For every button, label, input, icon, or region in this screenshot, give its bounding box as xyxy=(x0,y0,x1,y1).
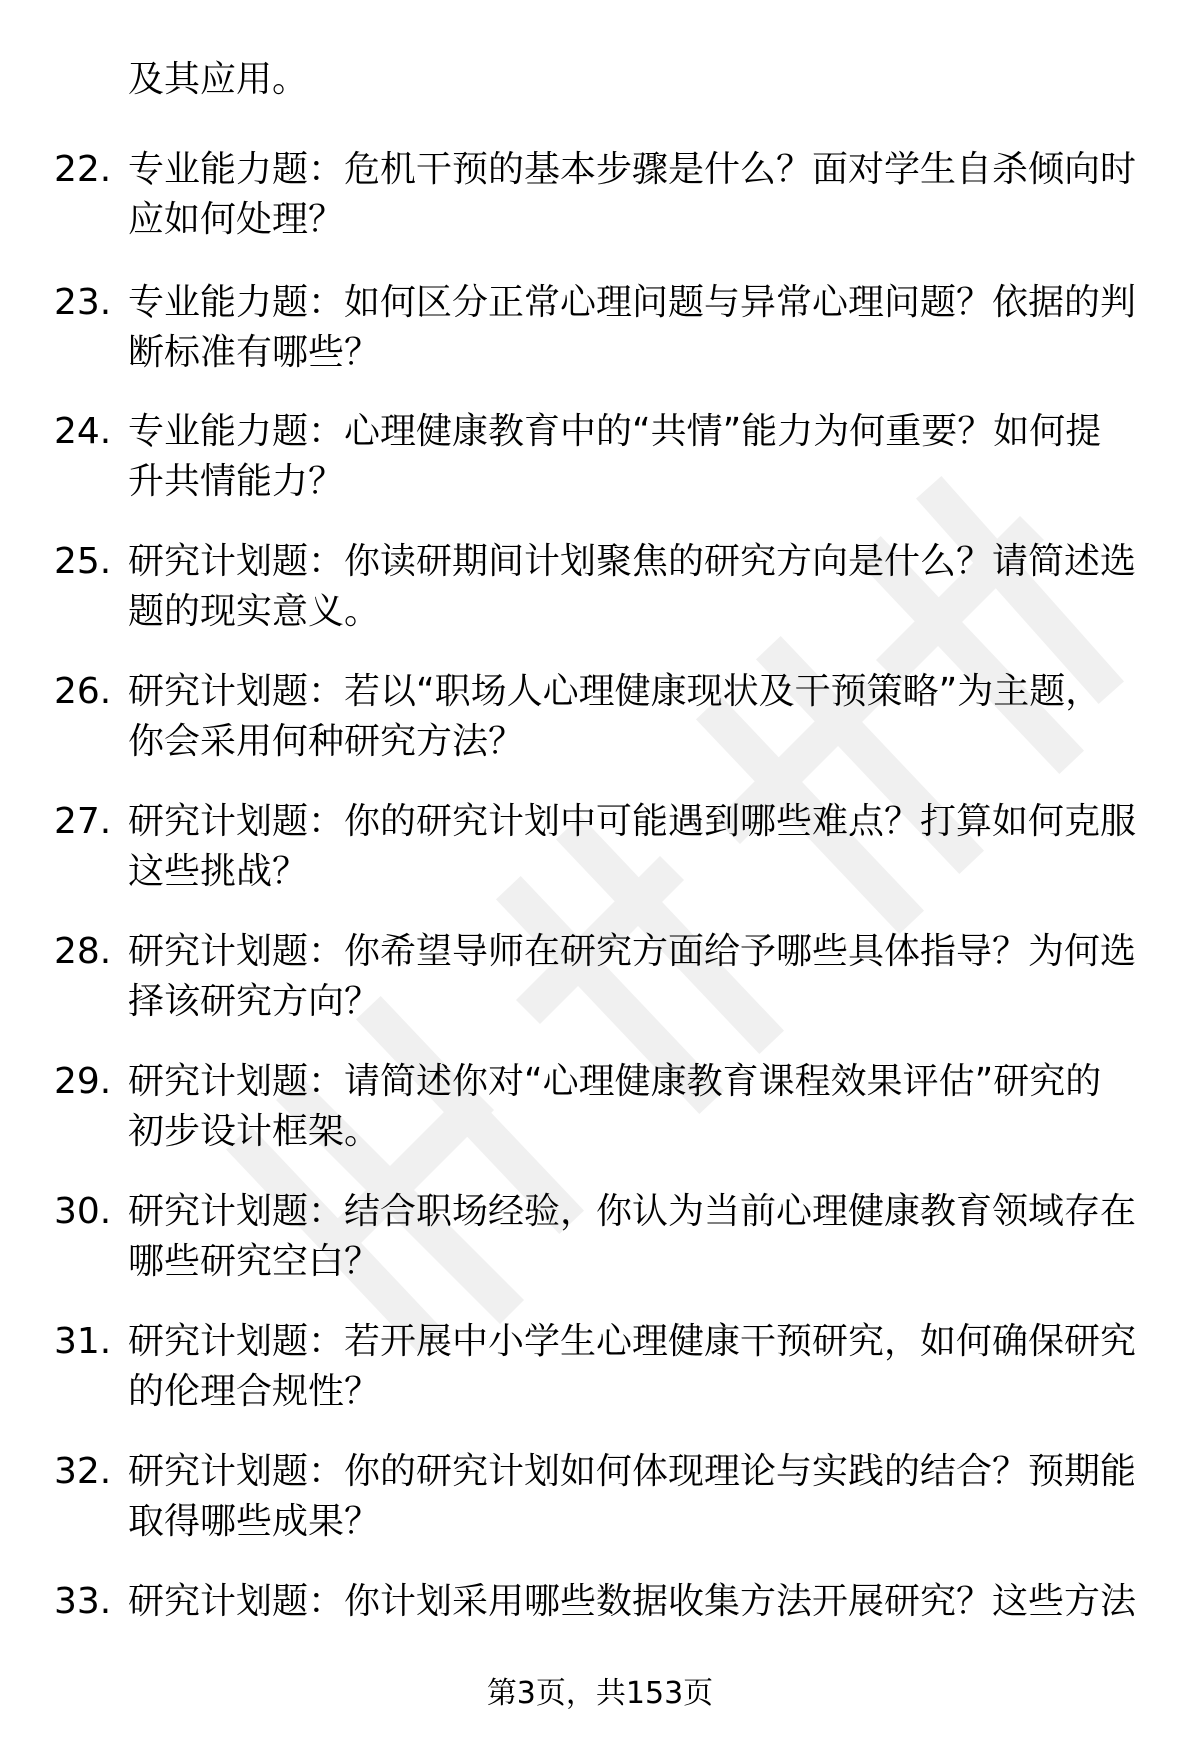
item-number: 22. xyxy=(54,149,112,190)
item-text-line: 升共情能力？ xyxy=(128,461,345,502)
item-text-line: 择该研究方向？ xyxy=(128,981,381,1022)
item-number: 24. xyxy=(54,411,112,452)
item-text-line: 研究计划题：你的研究计划中可能遇到哪些难点？打算如何克服 xyxy=(128,801,1137,842)
item-text-line: 及其应用。 xyxy=(128,59,309,100)
item-number: 33. xyxy=(54,1581,112,1622)
item-number: 28. xyxy=(54,931,112,972)
item-text-line: 研究计划题：请简述你对“心理健康教育课程效果评估”研究的 xyxy=(128,1061,1102,1102)
item-text-line: 初步设计框架。 xyxy=(128,1111,381,1152)
item-number: 25. xyxy=(54,541,112,582)
item-number: 29. xyxy=(54,1061,112,1102)
item-text-line: 专业能力题：危机干预的基本步骤是什么？面对学生自杀倾向时 xyxy=(128,149,1137,190)
item-number: 23. xyxy=(54,282,112,323)
item-text-line: 专业能力题：心理健康教育中的“共情”能力为何重要？如何提 xyxy=(128,411,1102,452)
item-text-line: 研究计划题：你读研期间计划聚焦的研究方向是什么？请简述选 xyxy=(128,541,1137,582)
item-number: 26. xyxy=(54,671,112,712)
item-text-line: 研究计划题：结合职场经验，你认为当前心理健康教育领域存在 xyxy=(128,1191,1137,1232)
item-text-line: 研究计划题：你希望导师在研究方面给予哪些具体指导？为何选 xyxy=(128,931,1137,972)
item-number: 31. xyxy=(54,1321,112,1362)
item-number: 27. xyxy=(54,801,112,842)
item-text-line: 研究计划题：若开展中小学生心理健康干预研究，如何确保研究 xyxy=(128,1321,1137,1362)
page-footer: 第3页，共153页 xyxy=(486,1676,714,1711)
item-text-line: 研究计划题：你计划采用哪些数据收集方法开展研究？这些方法 xyxy=(128,1581,1137,1622)
item-text-line: 研究计划题：你的研究计划如何体现理论与实践的结合？预期能 xyxy=(128,1451,1137,1492)
item-text-line: 你会采用何种研究方法？ xyxy=(128,721,525,762)
item-text-line: 断标准有哪些？ xyxy=(128,332,381,373)
item-text-line: 研究计划题：若以“职场人心理健康现状及干预策略”为主题， xyxy=(128,671,1102,712)
item-text-line: 题的现实意义。 xyxy=(128,591,381,632)
item-text-line: 这些挑战？ xyxy=(128,851,309,892)
item-text-line: 哪些研究空白？ xyxy=(128,1241,381,1282)
item-number: 30. xyxy=(54,1191,112,1232)
item-text-line: 应如何处理？ xyxy=(128,199,345,240)
item-text-line: 的伦理合规性？ xyxy=(128,1371,381,1412)
item-text-line: 专业能力题：如何区分正常心理问题与异常心理问题？依据的判 xyxy=(128,282,1137,323)
item-number: 32. xyxy=(54,1451,112,1492)
item-text-line: 取得哪些成果？ xyxy=(128,1501,381,1542)
